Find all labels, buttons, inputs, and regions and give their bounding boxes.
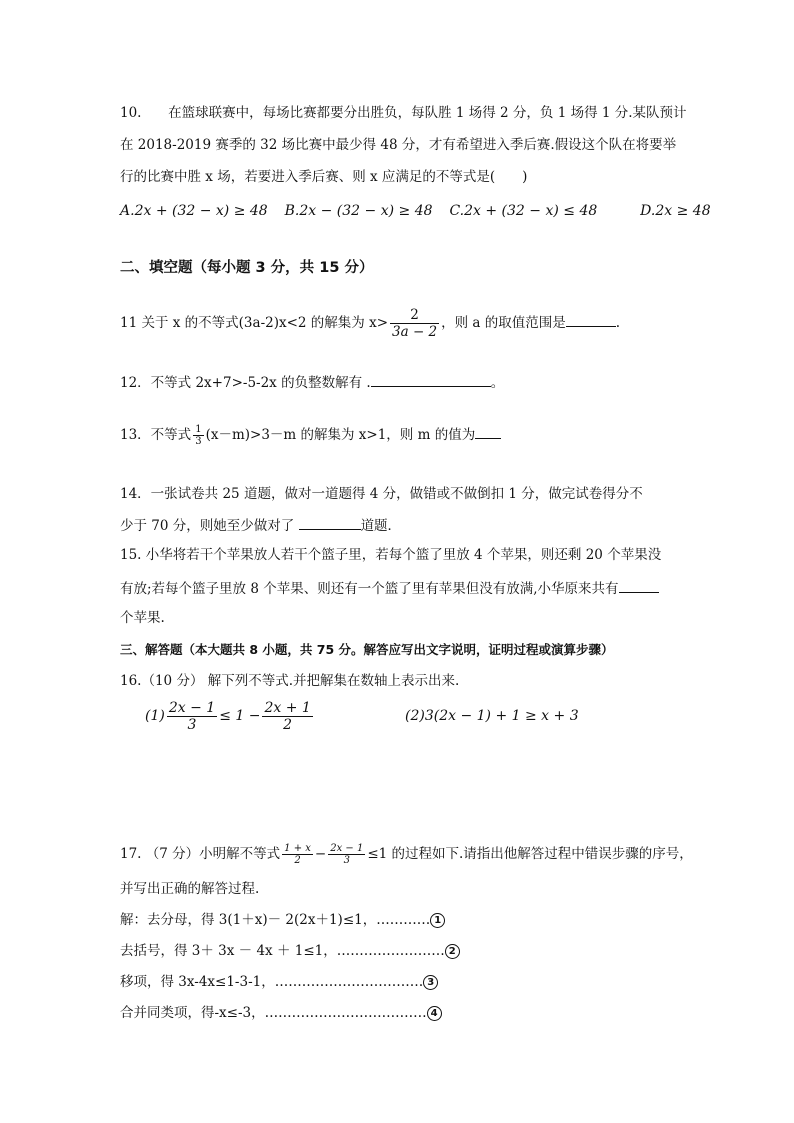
q17-step-1-text: 解：去分母，得 3(1＋x)－ 2(2x＋1)≤1， xyxy=(120,912,377,928)
q10-number: 10. xyxy=(120,105,142,121)
q16-p1-num2: 2x + 1 xyxy=(264,699,311,716)
q10-option-b[interactable]: B.2x − (32 − x) ≥ 48 xyxy=(284,203,433,219)
q17-step-4-text: 合并同类项，得-x≤-3， xyxy=(120,1005,265,1021)
q11-line xyxy=(120,306,620,346)
q13-suffix: (x－m)>3－m 的解集为 x>1，则 m 的值为 xyxy=(205,427,476,443)
q10-line1 xyxy=(120,104,687,122)
q15-line2 xyxy=(120,578,659,598)
q10-text-1: 在篮球联赛中，每场比赛都要分出胜负，每队胜 1 场得 2 分，负 1 场得 1 分.某队预计 xyxy=(168,105,687,121)
q11-answer-blank[interactable] xyxy=(566,312,616,327)
q16-part1 xyxy=(145,696,315,736)
q12-line xyxy=(120,372,504,392)
q16-p1-den2: 2 xyxy=(283,716,293,733)
q12-end: 。 xyxy=(490,375,505,391)
q11-fraction xyxy=(390,307,439,340)
q17-step-4-marker: 4 xyxy=(427,1006,442,1021)
q17-step-2-text: 去括号，得 3＋ 3x － 4x ＋ 1≤1， xyxy=(120,943,337,959)
section2-title: 二、填空题（每小题 3 分，共 15 分） xyxy=(120,260,374,276)
q12-text: 12．不等式 2x+7>-5-2x 的负整数解有 . xyxy=(120,375,371,391)
q10-option-c[interactable]: C.2x + (32 − x) ≤ 48 xyxy=(449,203,598,219)
q16-p1-den1: 3 xyxy=(187,716,197,733)
q17-step-4 xyxy=(120,1004,442,1022)
q11-suffix: ，则 a 的取值范围是 xyxy=(441,315,566,331)
q16-part2: (2)3(2x − 1) + 1 ≥ x + 3 xyxy=(405,708,579,724)
q17-step-1 xyxy=(120,911,445,929)
q13-prefix: 13．不等式 xyxy=(120,427,192,443)
q16-p1-mid: ≤ 1 − xyxy=(219,708,261,724)
q17-step-3-text: 移项，得 3x-4x≤1-3-1， xyxy=(120,974,275,990)
q13-frac-num: 1 xyxy=(195,424,202,435)
q14-line2-suffix: 道题． xyxy=(360,518,402,534)
q17-f2-den: 3 xyxy=(343,855,350,866)
q13-answer-blank[interactable] xyxy=(475,424,501,439)
q17-step-3 xyxy=(120,973,438,991)
q17-step-1-dots: ………… xyxy=(376,912,431,928)
q17-f2-num: 2x − 1 xyxy=(330,843,364,854)
q10-line2: 在 2018-2019 赛季的 32 场比赛中最少得 48 分，才有希望进入季后赛.假设这个队在将要举 xyxy=(120,137,677,153)
q14-line1: 14．一张试卷共 25 道题，做对一道题得 4 分，做错或不做倒扣 1 分，做完试卷得分不 xyxy=(120,486,643,502)
q17-minus: − xyxy=(314,846,327,862)
q11-prefix: 11 关于 x 的不等式(3a-2)x<2 的解集为 x> xyxy=(120,315,389,331)
q12-answer-blank[interactable] xyxy=(371,372,491,387)
q17-step-3-dots: …………………………… xyxy=(274,974,424,990)
q11-frac-num: 2 xyxy=(390,307,439,324)
q16-p1-frac1 xyxy=(167,700,217,733)
section3-title: 三、解答题（本大题共 8 小题，共 75 分。解答应写出文字说明，证明过程或演算步骤） xyxy=(120,642,614,657)
q14-line2 xyxy=(120,515,401,535)
q17-step-4-dots: ……………………………… xyxy=(264,1005,427,1021)
q15-line2-text: 有放;若每个篮子里放 8 个苹果、则还有一个篮了里有苹果但没有放满,小华原来共有 xyxy=(120,581,619,597)
q17-line1 xyxy=(120,836,693,872)
q17-prefix: 17. （7 分）小明解不等式 xyxy=(120,846,281,862)
q11-end: . xyxy=(615,315,621,331)
q16-text: 16.（10 分） 解下列不等式.并把解集在数轴上表示出来. xyxy=(120,673,460,689)
q16-p1-frac2 xyxy=(262,700,312,733)
q14-line2-prefix: 少于 70 分，则她至少做对了 xyxy=(120,518,299,534)
q15-answer-blank[interactable] xyxy=(619,578,659,593)
q10-options xyxy=(120,202,711,220)
q17-f1-num: 1 + x xyxy=(284,843,311,854)
q13-fraction xyxy=(193,424,203,447)
q17-step-2-marker: 2 xyxy=(445,944,460,959)
q13-frac-den: 3 xyxy=(195,436,202,447)
q17-frac1 xyxy=(282,843,313,866)
q17-f1-den: 2 xyxy=(294,855,301,866)
q17-step-3-marker: 3 xyxy=(423,975,438,990)
q13-line xyxy=(120,417,501,453)
q17-step-1-marker: 1 xyxy=(430,913,445,928)
q16-p1-num1: 2x − 1 xyxy=(168,699,216,716)
q14-answer-blank[interactable] xyxy=(299,515,361,530)
q11-frac-den: 3a − 2 xyxy=(392,324,438,340)
q15-line3: 个苹果. xyxy=(120,610,165,626)
q17-line2: 并写出正确的解答过程. xyxy=(120,881,260,897)
q17-step-2 xyxy=(120,942,460,960)
q17-suffix: ≤1 的过程如下.请指出他解答过程中错误步骤的序号， xyxy=(367,846,693,862)
q15-line1: 15. 小华将若干个苹果放人若干个篮子里，若每个篮了里放 4 个苹果，则还剩 20 个苹果没 xyxy=(120,547,662,563)
q10-line3: 行的比赛中胜 x 场，若要进入季后赛、则 x 应满足的不等式是( ) xyxy=(120,169,528,185)
q10-option-d[interactable]: D.2x ≥ 48 xyxy=(640,203,711,219)
q17-frac2 xyxy=(328,843,365,866)
q17-step-2-dots: …………………… xyxy=(336,943,445,959)
q10-option-a[interactable]: A.2x + (32 − x) ≥ 48 xyxy=(120,203,268,219)
q16-p1-label: (1) xyxy=(145,708,165,724)
